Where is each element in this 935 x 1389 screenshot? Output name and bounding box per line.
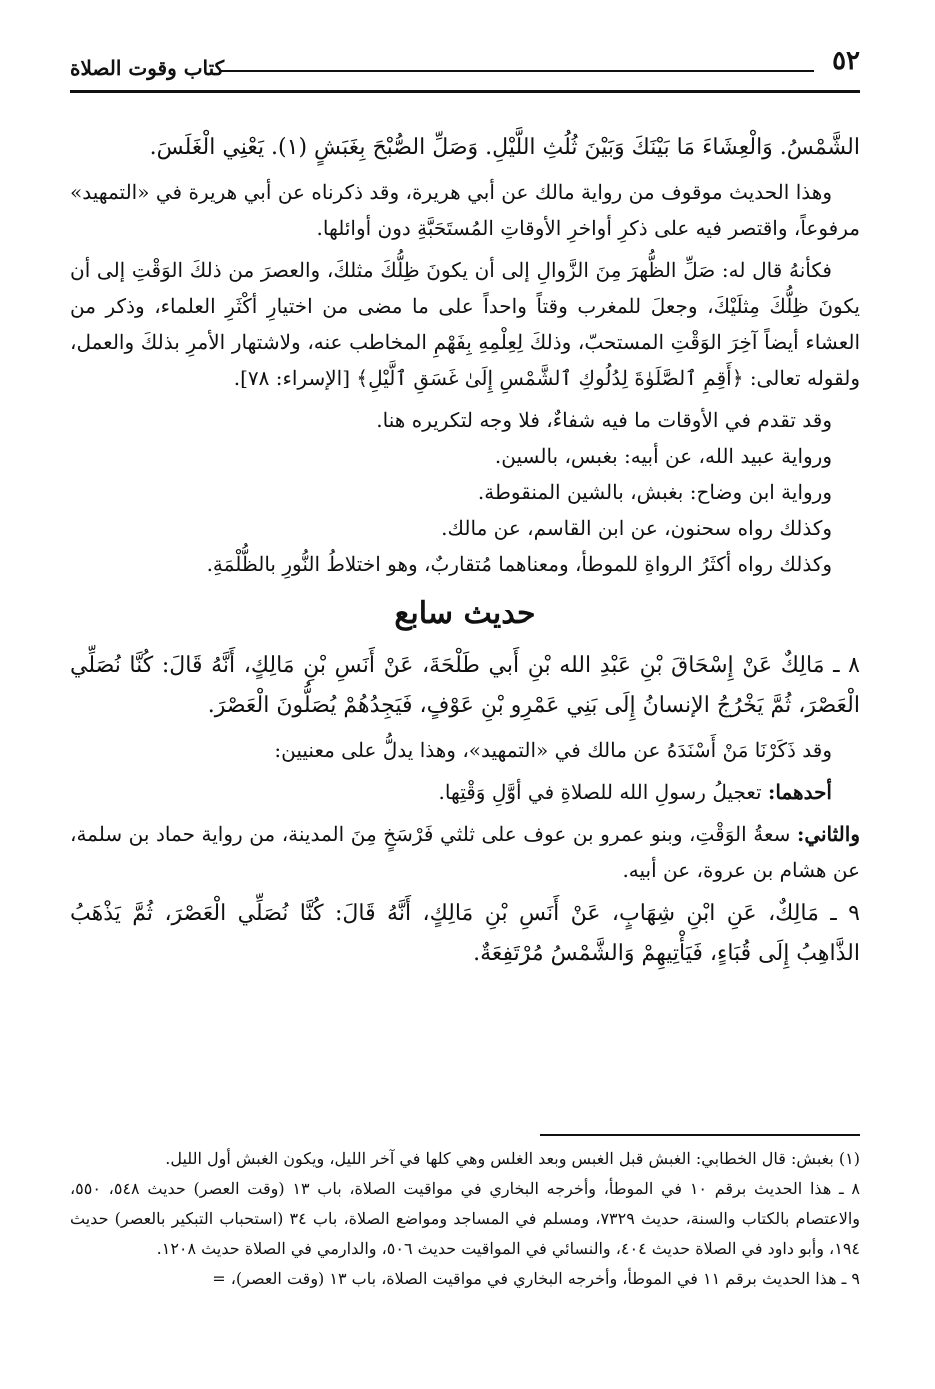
- lead-term: أحدهما:: [767, 780, 832, 804]
- running-title: كتاب وقوت الصلاة: [70, 56, 225, 80]
- lead-text: تعجيلُ رسولِ الله للصلاةِ في أوَّلِ وَقْتِها.: [438, 780, 768, 804]
- page-header: [70, 42, 860, 93]
- footnote: ٨ ـ هذا الحديث برقم ١٠ في الموطأ، وأخرجه البخاري في مواقيت الصلاة، باب ١٣ (وقت العصر) حديث ٥٤٨، ٥٥٠، والاعتصام بالكتاب والسنة، حديث ٧٣٢٩، ومسلم في المساجد ومواضع الصلاة، باب ٣٤ (استحباب التبكير بالعصر) حديث ١٩٤، وأبو داود في الصلاة حديث ٤٠٤، والنسائي في المواقيت حديث ٥٠٦، والدارمي في الصلاة حديث ١٢٠٨.: [70, 1179, 861, 1258]
- hadith-8: ٨ ـ مَالِكٌ عَنْ إِسْحَاقَ بْنِ عَبْدِ الله بْنِ أَبي طَلْحَةَ، عَنْ أَنَسِ بْنِ مَالِكٍ، أَنَّهُ قَالَ: كُنَّا نُصَلِّي الْعَصْرَ، ثُمَّ يَخْرُجُ الإنسانُ إِلَى بَنِي عَمْرِو بْنِ عَوْفٍ، فَيَجِدُهُمْ يُصَلُّونَ الْعَصْرَ.: [70, 653, 860, 718]
- paragraph: وقد تقدم في الأوقات ما فيه شفاءٌ، فلا وجه لتكريره هنا.: [376, 408, 832, 432]
- book-page: [70, 42, 860, 1372]
- lead-text: سعةُ الوَقْتِ، وبنو عمرو بن عوف على ثلثي فَرْسَخٍ مِنَ المدينة، من رواية حماد بن سلمة، عن هشام بن عروة، عن أبيه.: [70, 822, 860, 882]
- paragraph: [70, 774, 860, 810]
- paragraph: ورواية عبيد الله، عن أبيه: بغبس، بالسين.: [494, 444, 832, 468]
- footnote: (١) بغبش: قال الخطابي: الغبش قبل الغبس وبعد الغلس وهي كلها في آخر الليل، ويكون الغبش أول الليل.: [165, 1149, 860, 1168]
- main-text: [70, 128, 860, 980]
- paragraph: الشَّمْسُ. وَالْعِشَاءَ مَا بَيْنَكَ وَبَيْنَ ثُلُثِ اللَّيْلِ. وَصَلِّ الصُّبْحَ بِغَبَشٍ (١). يَعْنِي الْغَلَسَ.: [149, 135, 860, 160]
- hadith-9: ٩ ـ مَالِكٌ، عَنِ ابْنِ شِهَابٍ، عَنْ أَنَسِ بْنِ مَالِكٍ، أَنَّهُ قَالَ: كُنَّا نُصَلِّي الْعَصْرَ، ثُمَّ يَذْهَبُ الذَّاهِبُ إِلَى قُبَاءٍ، فَيَأْتِيهِمْ وَالشَّمْسُ مُرْتَفِعَةٌ.: [70, 901, 860, 966]
- header-rule: [220, 70, 814, 72]
- footnote: ٩ ـ هذا الحديث برقم ١١ في الموطأ، وأخرجه البخاري في مواقيت الصلاة، باب ١٣ (وقت العصر)، =: [212, 1269, 860, 1288]
- paragraph: ورواية ابن وضاح: بغبش، بالشين المنقوطة.: [477, 480, 832, 504]
- page-number: ٥٢: [832, 46, 860, 76]
- paragraph: وكذلك رواه أكثَرُ الرواةِ للموطأ، ومعناهما مُتقاربٌ، وهو اختلاطُ النُّورِ بالظُّلْمَةِ.: [206, 552, 832, 576]
- paragraph: [70, 816, 860, 888]
- footnotes: [70, 1134, 860, 1294]
- paragraph: وكذلك رواه سحنون، عن ابن القاسم، عن مالك.: [441, 516, 832, 540]
- section-title: حديث سابع: [394, 596, 536, 631]
- paragraph: وهذا الحديث موقوف من رواية مالك عن أبي هريرة، وقد ذكرناه عن أبي هريرة في «التمهيد» مرفوعاً، واقتصر فيه على ذكرِ أواخرِ الأوقاتِ المُستَحَبَّةِ دون أوائلها.: [70, 180, 860, 240]
- lead-term: والثاني:: [796, 822, 860, 846]
- paragraph: فكأنهُ قال له: صَلِّ الظُّهرَ مِنَ الزَّوالِ إلى أن يكونَ ظِلُّكَ مثلكَ، والعصرَ من ذلكَ الوَقْتِ إلى أن يكونَ ظِلُّكَ مِثلَيْكَ، وجعلَ للمغرب وقتاً واحداً على ما مضى من اختيارِ أكْثَرِ العلماء، وذكر من العشاء أيضاً آخِرَ الوَقْتِ المستحبّ، وذلكَ لِعِلْمِهِ بِفَهْمِ المخاطب عنه، ولاشتهار الأمرِ بذلكَ والعمل، ولقوله تعالى: ﴿أَقِمِ ٱلصَّلَوٰةَ لِدُلُوكِ ٱلشَّمْسِ إِلَىٰ غَسَقِ ٱلَّيْلِ﴾ [الإسراء: ٧٨].: [70, 258, 860, 390]
- footnote-rule: [540, 1134, 860, 1136]
- paragraph: وقد ذَكَرْنَا مَنْ أَسْنَدَهُ عن مالك في «التمهيد»، وهذا يدلُّ على معنيين:: [274, 738, 832, 762]
